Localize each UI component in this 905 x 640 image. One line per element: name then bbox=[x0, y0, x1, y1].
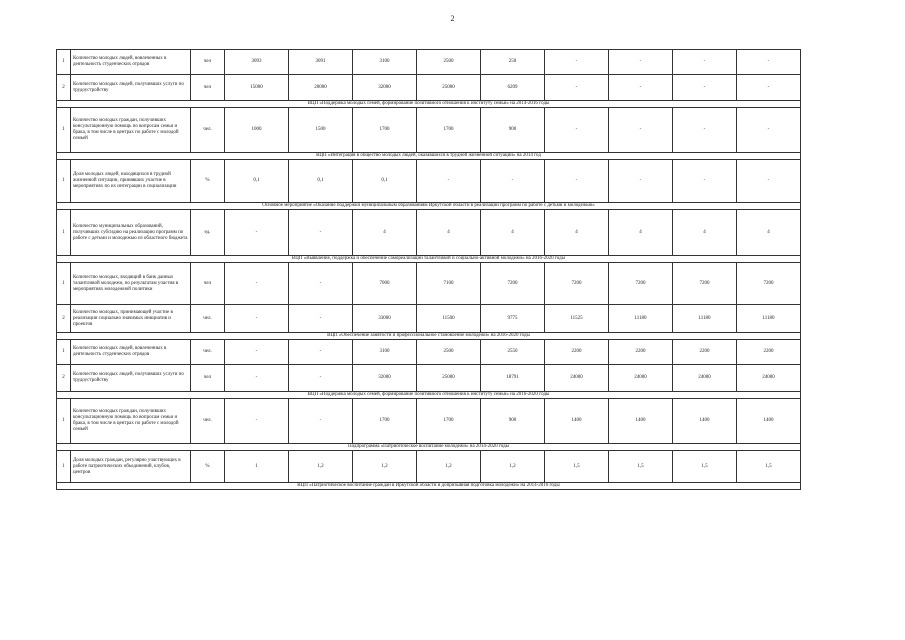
section-title: ВЦП «Интеграция в общество молодых людей, оказавшихся в трудной жизненной ситуации» на 2014 год bbox=[57, 153, 801, 160]
section-title: Подпрограмма «Патриотическое воспитание молодежи» на 2014-2020 годы bbox=[57, 444, 801, 451]
value-cell: - bbox=[225, 340, 289, 365]
value-cell: 1,2 bbox=[481, 451, 545, 483]
value-cell: 900 bbox=[481, 108, 545, 153]
unit-cell: чел bbox=[191, 365, 225, 392]
section-header-row bbox=[57, 392, 801, 399]
row-number-cell: 2 bbox=[57, 365, 71, 392]
value-cell: 1,5 bbox=[673, 451, 737, 483]
value-cell: 1700 bbox=[353, 399, 417, 444]
value-cell: 7200 bbox=[481, 263, 545, 305]
value-cell: 2200 bbox=[545, 340, 609, 365]
unit-cell: чел bbox=[191, 263, 225, 305]
indicator-row bbox=[57, 263, 801, 305]
row-number-cell: 1 bbox=[57, 451, 71, 483]
value-cell: 32000 bbox=[353, 75, 417, 101]
section-title: ВЦП «Патриотическое воспитание граждан в Иркутской области и допризывная подготовка молодежи» на 2014-2016 годы bbox=[57, 483, 801, 490]
unit-cell: чел bbox=[191, 50, 225, 75]
value-cell: - bbox=[609, 50, 673, 75]
section-header-row bbox=[57, 153, 801, 160]
value-cell: - bbox=[673, 108, 737, 153]
indicators-table bbox=[56, 49, 801, 490]
value-cell: 1,2 bbox=[353, 451, 417, 483]
value-cell: - bbox=[417, 160, 481, 203]
indicator-name-cell: Количество молодых людей, вовлеченных в деятельность студенческих отрядов bbox=[71, 340, 191, 365]
value-cell: 4 bbox=[737, 210, 801, 256]
value-cell: - bbox=[225, 399, 289, 444]
row-number-cell: 1 bbox=[57, 263, 71, 305]
indicator-row bbox=[57, 399, 801, 444]
unit-cell: % bbox=[191, 160, 225, 203]
value-cell: - bbox=[289, 365, 353, 392]
value-cell: - bbox=[225, 305, 289, 333]
value-cell: 0,1 bbox=[225, 160, 289, 203]
unit-cell: % bbox=[191, 451, 225, 483]
value-cell: - bbox=[673, 75, 737, 101]
indicator-name-cell: Количество молодых, входящий в банк данных талантливой молодежи, по результатам участия в мероприятиях молодежной политики bbox=[71, 263, 191, 305]
value-cell: 24000 bbox=[737, 365, 801, 392]
value-cell: 7200 bbox=[737, 263, 801, 305]
unit-cell: чел bbox=[191, 75, 225, 101]
value-cell: 1,2 bbox=[289, 451, 353, 483]
value-cell: 24000 bbox=[545, 365, 609, 392]
value-cell: - bbox=[609, 75, 673, 101]
value-cell: 9775 bbox=[481, 305, 545, 333]
value-cell: 0,1 bbox=[353, 160, 417, 203]
value-cell: - bbox=[289, 263, 353, 305]
value-cell: - bbox=[673, 160, 737, 203]
indicator-name-cell: Количество молодых людей, вовлеченных в деятельность студенческих отрядов bbox=[71, 50, 191, 75]
value-cell: 32000 bbox=[353, 365, 417, 392]
page-number: 2 bbox=[450, 14, 455, 23]
row-number-cell: 1 bbox=[57, 108, 71, 153]
value-cell: 2200 bbox=[609, 340, 673, 365]
value-cell: 7000 bbox=[353, 263, 417, 305]
section-title: ВЦП «Поддержка молодых семей, формирование позитивного отношения к институту семьи» на 2014-2016 годы bbox=[57, 101, 801, 108]
indicator-row bbox=[57, 108, 801, 153]
value-cell: 7200 bbox=[609, 263, 673, 305]
indicator-name-cell: Доля молодых людей, находящихся в трудной жизненной ситуации, принявших участие в мероприятиях по их интеграции в социализации bbox=[71, 160, 191, 203]
value-cell: 20000 bbox=[289, 75, 353, 101]
value-cell: 24000 bbox=[673, 365, 737, 392]
value-cell: - bbox=[673, 50, 737, 75]
value-cell: - bbox=[737, 108, 801, 153]
value-cell: 3100 bbox=[353, 340, 417, 365]
section-header-row bbox=[57, 333, 801, 340]
value-cell: 11180 bbox=[609, 305, 673, 333]
value-cell: 4 bbox=[417, 210, 481, 256]
value-cell: - bbox=[737, 160, 801, 203]
section-title: Основное мероприятие «Оказание поддержки муниципальным образованиям Иркутской области в реализации программ по работе с детьми и молодежью» bbox=[57, 203, 801, 210]
unit-cell: чел. bbox=[191, 108, 225, 153]
section-title: ВЦП «Поддержка молодых семей, формирование позитивного отношения к институту семьи» на 2016-2020 годы bbox=[57, 392, 801, 399]
value-cell: 4 bbox=[673, 210, 737, 256]
section-header-row bbox=[57, 101, 801, 108]
value-cell: 1,5 bbox=[609, 451, 673, 483]
row-number-cell: 1 bbox=[57, 399, 71, 444]
value-cell: 1 bbox=[225, 451, 289, 483]
value-cell: 1400 bbox=[545, 399, 609, 444]
unit-cell: чел. bbox=[191, 340, 225, 365]
section-header-row bbox=[57, 444, 801, 451]
indicator-name-cell: Количество молодых людей, получивших услуги по трудоустройству bbox=[71, 365, 191, 392]
value-cell: 11500 bbox=[417, 305, 481, 333]
indicator-row bbox=[57, 50, 801, 75]
value-cell: 3091 bbox=[289, 50, 353, 75]
value-cell: 2200 bbox=[737, 340, 801, 365]
indicator-row bbox=[57, 160, 801, 203]
value-cell: 7200 bbox=[545, 263, 609, 305]
value-cell: 2550 bbox=[481, 340, 545, 365]
value-cell: - bbox=[289, 399, 353, 444]
value-cell: - bbox=[545, 75, 609, 101]
value-cell: 15000 bbox=[225, 75, 289, 101]
section-title: ВЦП «Выявление, поддержка и обеспечение самореализации талантливой и социально-активной молодежи» на 2016-2020 годы bbox=[57, 256, 801, 263]
value-cell: - bbox=[609, 108, 673, 153]
value-cell: 250 bbox=[481, 50, 545, 75]
value-cell: 11180 bbox=[737, 305, 801, 333]
unit-cell: ед. bbox=[191, 210, 225, 256]
value-cell: 18791 bbox=[481, 365, 545, 392]
row-number-cell: 1 bbox=[57, 210, 71, 256]
value-cell: 7200 bbox=[673, 263, 737, 305]
value-cell: - bbox=[545, 160, 609, 203]
value-cell: 4 bbox=[545, 210, 609, 256]
value-cell: 1500 bbox=[289, 108, 353, 153]
value-cell: - bbox=[737, 75, 801, 101]
value-cell: 4 bbox=[609, 210, 673, 256]
value-cell: 2200 bbox=[673, 340, 737, 365]
value-cell: 900 bbox=[481, 399, 545, 444]
indicator-row bbox=[57, 75, 801, 101]
section-header-row bbox=[57, 256, 801, 263]
value-cell: 11525 bbox=[545, 305, 609, 333]
value-cell: 1,5 bbox=[737, 451, 801, 483]
value-cell: 1700 bbox=[353, 108, 417, 153]
indicator-name-cell: Количество молодых граждан, получивших консультационную помощь по вопросам семьи и брака, в том числе в центрах по работе с молодой семьей bbox=[71, 399, 191, 444]
value-cell: 4 bbox=[353, 210, 417, 256]
section-header-row bbox=[57, 203, 801, 210]
indicator-name-cell: Доля молодых граждан, регулярно участвующих в работе патриотических объединений, клубов, центров bbox=[71, 451, 191, 483]
value-cell: - bbox=[289, 340, 353, 365]
value-cell: - bbox=[289, 210, 353, 256]
value-cell: 25000 bbox=[417, 365, 481, 392]
value-cell: 0,1 bbox=[289, 160, 353, 203]
indicator-row bbox=[57, 305, 801, 333]
row-number-cell: 2 bbox=[57, 305, 71, 333]
unit-cell: чел. bbox=[191, 399, 225, 444]
value-cell: 11180 bbox=[673, 305, 737, 333]
value-cell: - bbox=[609, 160, 673, 203]
section-title: ВЦП «Обеспечение занятости и профессиональное становление молодежи» на 2016-2020 годы bbox=[57, 333, 801, 340]
indicator-name-cell: Количество молодых людей, получивших услуги по трудоустройству bbox=[71, 75, 191, 101]
value-cell: 2500 bbox=[417, 50, 481, 75]
value-cell: 7100 bbox=[417, 263, 481, 305]
value-cell: 1400 bbox=[673, 399, 737, 444]
value-cell: 1400 bbox=[609, 399, 673, 444]
indicator-row bbox=[57, 340, 801, 365]
section-header-row bbox=[57, 483, 801, 490]
value-cell: 24000 bbox=[609, 365, 673, 392]
value-cell: 2500 bbox=[417, 340, 481, 365]
row-number-cell: 1 bbox=[57, 160, 71, 203]
indicator-row bbox=[57, 210, 801, 256]
value-cell: - bbox=[225, 365, 289, 392]
value-cell: - bbox=[225, 210, 289, 256]
value-cell: 33000 bbox=[353, 305, 417, 333]
row-number-cell: 1 bbox=[57, 340, 71, 365]
value-cell: 1700 bbox=[417, 399, 481, 444]
unit-cell: чел. bbox=[191, 305, 225, 333]
value-cell: 6209 bbox=[481, 75, 545, 101]
value-cell: 3100 bbox=[353, 50, 417, 75]
value-cell: - bbox=[225, 263, 289, 305]
indicator-row bbox=[57, 365, 801, 392]
value-cell: 1,5 bbox=[545, 451, 609, 483]
value-cell: 1000 bbox=[225, 108, 289, 153]
value-cell: 1400 bbox=[737, 399, 801, 444]
indicator-name-cell: Количество молодых граждан, получивших консультационную помощь по вопросам семьи и брака, в том числе в центрах по работе с молодой семьей bbox=[71, 108, 191, 153]
value-cell: - bbox=[545, 50, 609, 75]
value-cell: - bbox=[289, 305, 353, 333]
value-cell: - bbox=[545, 108, 609, 153]
value-cell: - bbox=[737, 50, 801, 75]
indicator-name-cell: Количество муниципальных образований, получивших субсидию на реализацию программ по работе с детьми и молодежью из областного бюджета bbox=[71, 210, 191, 256]
value-cell: 25000 bbox=[417, 75, 481, 101]
value-cell: 1,2 bbox=[417, 451, 481, 483]
value-cell: 4 bbox=[481, 210, 545, 256]
indicator-name-cell: Количество молодых, принимающей участие в реализации социально значимых инициатив и проектов bbox=[71, 305, 191, 333]
value-cell: - bbox=[481, 160, 545, 203]
row-number-cell: 1 bbox=[57, 50, 71, 75]
row-number-cell: 2 bbox=[57, 75, 71, 101]
value-cell: 3093 bbox=[225, 50, 289, 75]
value-cell: 1700 bbox=[417, 108, 481, 153]
indicator-row bbox=[57, 451, 801, 483]
